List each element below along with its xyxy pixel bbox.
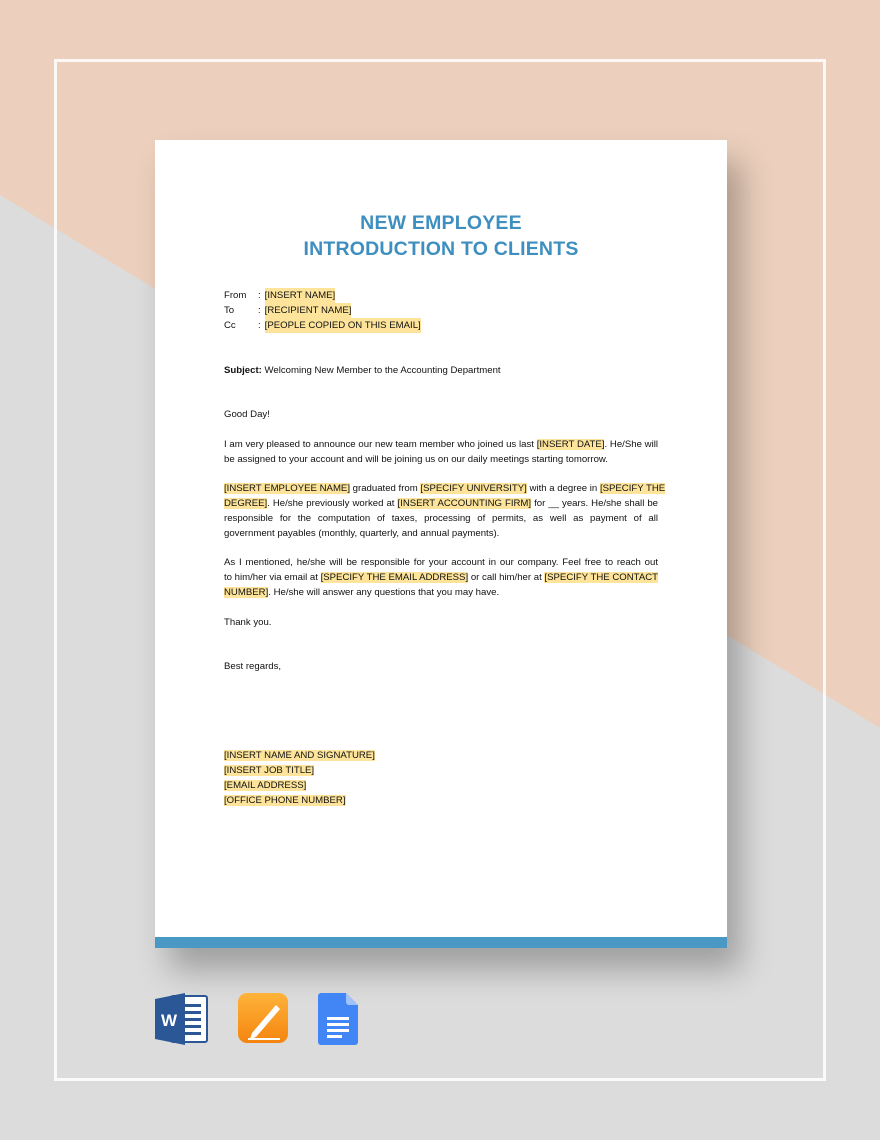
p1-text-b: . He/She will — [604, 439, 658, 450]
pages-icon[interactable] — [238, 993, 290, 1045]
p3-text-d: . He/she will answer any questions that you may have. — [268, 587, 500, 598]
to-value: [RECIPIENT NAME] — [264, 305, 352, 316]
signature-block — [224, 748, 375, 808]
subject-line — [224, 363, 658, 378]
to-row — [224, 303, 421, 318]
p2-text-d: for __ years. He/she shall be — [534, 498, 659, 509]
from-separator: : — [258, 290, 261, 301]
signature-job-title: [INSERT JOB TITLE] — [224, 765, 315, 776]
thank-you: Thank you. — [224, 617, 272, 628]
to-separator: : — [258, 305, 261, 316]
from-value: [INSERT NAME] — [264, 290, 336, 301]
p3-contact-placeholder-2: NUMBER] — [224, 587, 269, 598]
p3-text-c: or call him/her at — [470, 572, 542, 583]
from-label: From — [224, 290, 247, 301]
signature-email: [EMAIL ADDRESS] — [224, 780, 307, 791]
paragraph-3 — [224, 555, 658, 600]
p2-text-c: . He/she previously worked at — [267, 498, 395, 509]
greeting: Good Day! — [224, 409, 270, 420]
document-page — [155, 140, 727, 948]
paragraph-2-line-1 — [224, 481, 666, 496]
word-icon[interactable] — [155, 993, 209, 1045]
paragraph-3-line-1: As I mentioned, he/she will be responsible for your account in our company. Feel free to reach out — [224, 557, 658, 568]
email-header — [224, 288, 421, 333]
cc-value: [PEOPLE COPIED ON THIS EMAIL] — [264, 320, 421, 331]
p2-firm-placeholder: [INSERT ACCOUNTING FIRM] — [397, 498, 532, 509]
cc-label: Cc — [224, 320, 236, 331]
paragraph-3-line-3 — [224, 585, 658, 600]
p2-employee-placeholder: [INSERT EMPLOYEE NAME] — [224, 483, 350, 494]
cc-separator: : — [258, 320, 261, 331]
paragraph-1-line-1 — [224, 437, 658, 452]
signature-phone: [OFFICE PHONE NUMBER] — [224, 795, 346, 806]
paragraph-1-line-2: be assigned to your account and will be joining us on our daily meetings starting tomorrow. — [224, 454, 608, 465]
to-label: To — [224, 305, 235, 316]
page-bottom-bar — [155, 937, 727, 948]
p2-text-a: graduated from — [352, 483, 418, 494]
paragraph-2-line-2 — [224, 496, 658, 511]
title-line-2: INTRODUCTION TO CLIENTS — [303, 238, 579, 260]
p2-degree-placeholder-2: DEGREE] — [224, 498, 268, 509]
document-title — [155, 210, 727, 262]
p3-email-placeholder: [SPECIFY THE EMAIL ADDRESS] — [320, 572, 469, 583]
title-line-1: NEW EMPLOYEE — [360, 212, 522, 234]
p3-contact-placeholder-1: [SPECIFY THE CONTACT — [544, 572, 659, 583]
paragraph-2 — [224, 481, 666, 541]
paragraph-2-line-3: responsible for the computation of taxes, processing of permits, as well as payment of all — [224, 513, 658, 524]
cc-row — [224, 318, 421, 333]
paragraph-3-line-2 — [224, 570, 658, 585]
p2-degree-placeholder-1: [SPECIFY THE — [599, 483, 666, 494]
p1-text-a: I am very pleased to announce our new team member who joined us last — [224, 439, 534, 450]
p2-text-b: with a degree in — [529, 483, 598, 494]
subject-text: Welcoming New Member to the Accounting Department — [264, 365, 501, 376]
paragraph-2-line-4: government payables (monthly, quarterly, and annual payments). — [224, 528, 500, 539]
p1-date-placeholder: [INSERT DATE] — [536, 439, 605, 450]
google-docs-icon[interactable] — [318, 993, 360, 1045]
closing: Best regards, — [224, 661, 282, 672]
signature-name: [INSERT NAME AND SIGNATURE] — [224, 750, 375, 761]
p3-text-b: to him/her via email at — [224, 572, 318, 583]
word-icon-letter: W — [160, 1011, 178, 1030]
paragraph-1 — [224, 437, 658, 467]
subject-label: Subject: — [224, 365, 262, 376]
from-row — [224, 288, 421, 303]
p2-university-placeholder: [SPECIFY UNIVERSITY] — [420, 483, 527, 494]
